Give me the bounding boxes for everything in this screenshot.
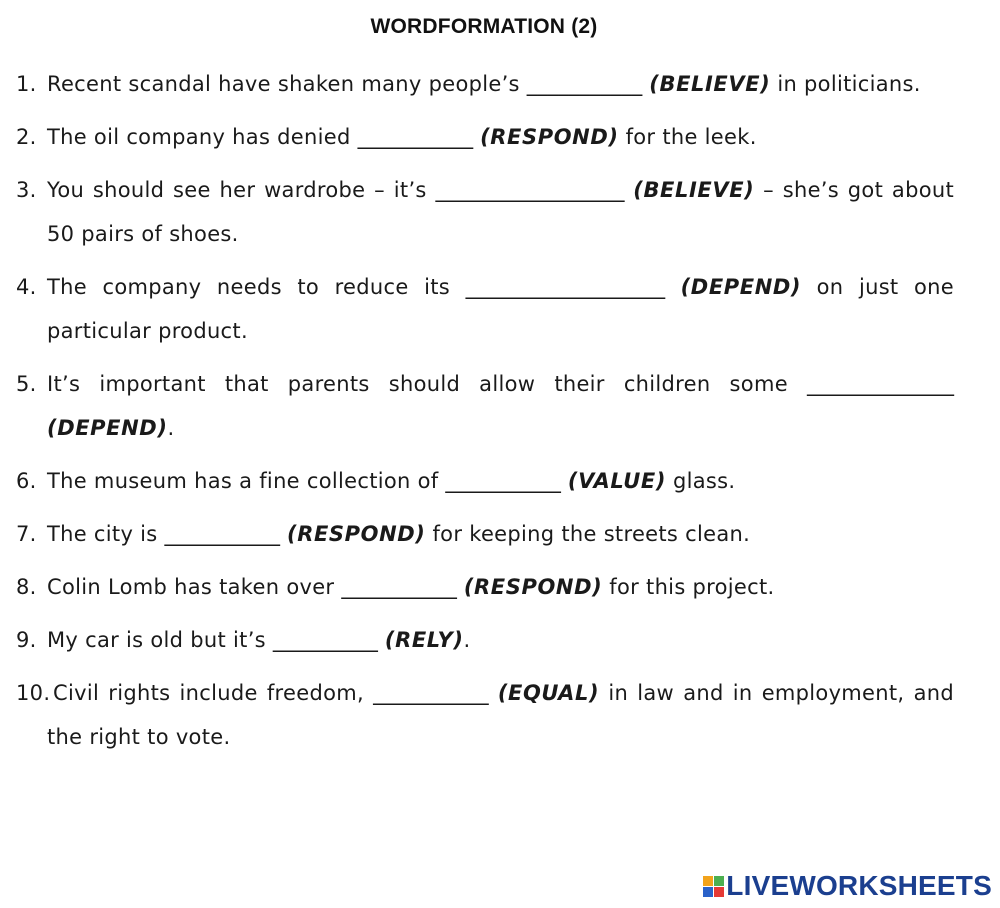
exercise-item: [16, 618, 954, 662]
sentence-start: The museum has a fine collection of: [47, 469, 446, 493]
logo-tile: [714, 876, 724, 886]
base-word: (RELY): [384, 628, 464, 652]
sentence-end: .: [463, 628, 471, 652]
sentence-start: The city is: [47, 522, 165, 546]
answer-blank[interactable]: __________: [272, 628, 378, 652]
exercise-item: [16, 115, 954, 159]
sentence-start: The oil company has denied: [47, 125, 358, 149]
exercise-item: [16, 362, 954, 450]
base-word: (VALUE): [567, 469, 667, 493]
item-number: 7.: [16, 522, 37, 546]
item-text: [47, 362, 954, 450]
base-word: (RESPOND): [287, 522, 426, 546]
item-number: 10.: [16, 681, 51, 705]
liveworksheets-logo[interactable]: [703, 870, 992, 902]
item-text: [47, 115, 954, 159]
exercise-item: [16, 671, 954, 759]
base-word: (BELIEVE): [633, 178, 755, 202]
exercise-item: [16, 168, 954, 256]
answer-blank[interactable]: ___________: [164, 522, 281, 546]
item-text: [47, 265, 954, 353]
sentence-start: Civil rights include freedom,: [53, 681, 374, 705]
liveworksheets-logo-icon: [703, 876, 724, 897]
exercise-item: [16, 459, 954, 503]
answer-blank[interactable]: ___________: [373, 681, 489, 705]
sentence-end: glass.: [666, 469, 736, 493]
item-text: [47, 168, 954, 256]
base-word: (RESPOND): [463, 575, 603, 599]
item-number: 3.: [16, 178, 37, 202]
exercise-list: [16, 62, 954, 768]
answer-blank[interactable]: __________________: [435, 178, 625, 202]
sentence-end: on just one particular product.: [47, 275, 954, 343]
exercise-item: [16, 512, 954, 556]
answer-blank[interactable]: ___________: [445, 469, 561, 493]
item-text: [47, 671, 954, 759]
exercise-item: [16, 565, 954, 609]
item-number: 6.: [16, 469, 37, 493]
answer-blank[interactable]: ___________: [526, 72, 643, 96]
logo-tile: [714, 887, 724, 897]
item-number: 5.: [16, 372, 37, 396]
item-number: 2.: [16, 125, 37, 149]
logo-tile: [703, 887, 713, 897]
sentence-start: It’s important that parents should allow their children some: [47, 372, 807, 396]
sentence-end: – she’s got about 50 pairs of shoes.: [47, 178, 954, 246]
item-text: [47, 565, 954, 609]
sentence-start: Recent scandal have shaken many people’s: [47, 72, 527, 96]
item-text: [47, 62, 954, 106]
base-word: (DEPEND): [680, 275, 802, 299]
item-number: 8.: [16, 575, 37, 599]
base-word: (EQUAL): [497, 681, 600, 705]
answer-blank[interactable]: ___________: [357, 125, 474, 149]
item-number: 9.: [16, 628, 37, 652]
sentence-start: My car is old but it’s: [47, 628, 273, 652]
sentence-start: The company needs to reduce its: [47, 275, 466, 299]
answer-blank[interactable]: ___________________: [465, 275, 666, 299]
worksheet-title: WORDFORMATION (2): [370, 15, 598, 38]
sentence-end: .: [167, 416, 175, 440]
sentence-end: in politicians.: [770, 72, 921, 96]
answer-blank[interactable]: ___________: [341, 575, 457, 599]
item-number: 4.: [16, 275, 37, 299]
logo-tile: [703, 876, 713, 886]
logo-text: LIVEWORKSHEETS: [726, 870, 992, 901]
sentence-start: You should see her wardrobe – it’s: [47, 178, 436, 202]
base-word: (BELIEVE): [649, 72, 771, 96]
item-number: 1.: [16, 72, 37, 96]
sentence-end: for the leek.: [618, 125, 757, 149]
sentence-start: Colin Lomb has taken over: [47, 575, 342, 599]
item-text: [47, 618, 954, 662]
item-text: [47, 459, 954, 503]
answer-blank[interactable]: ______________: [807, 372, 954, 396]
base-word: (RESPOND): [480, 125, 619, 149]
sentence-end: in law and in employment, and the right to vote.: [47, 681, 954, 749]
exercise-item: [16, 265, 954, 353]
base-word: (DEPEND): [47, 416, 168, 440]
sentence-end: for this project.: [602, 575, 775, 599]
item-text: [47, 512, 954, 556]
exercise-item: [16, 62, 954, 106]
sentence-end: for keeping the streets clean.: [425, 522, 751, 546]
